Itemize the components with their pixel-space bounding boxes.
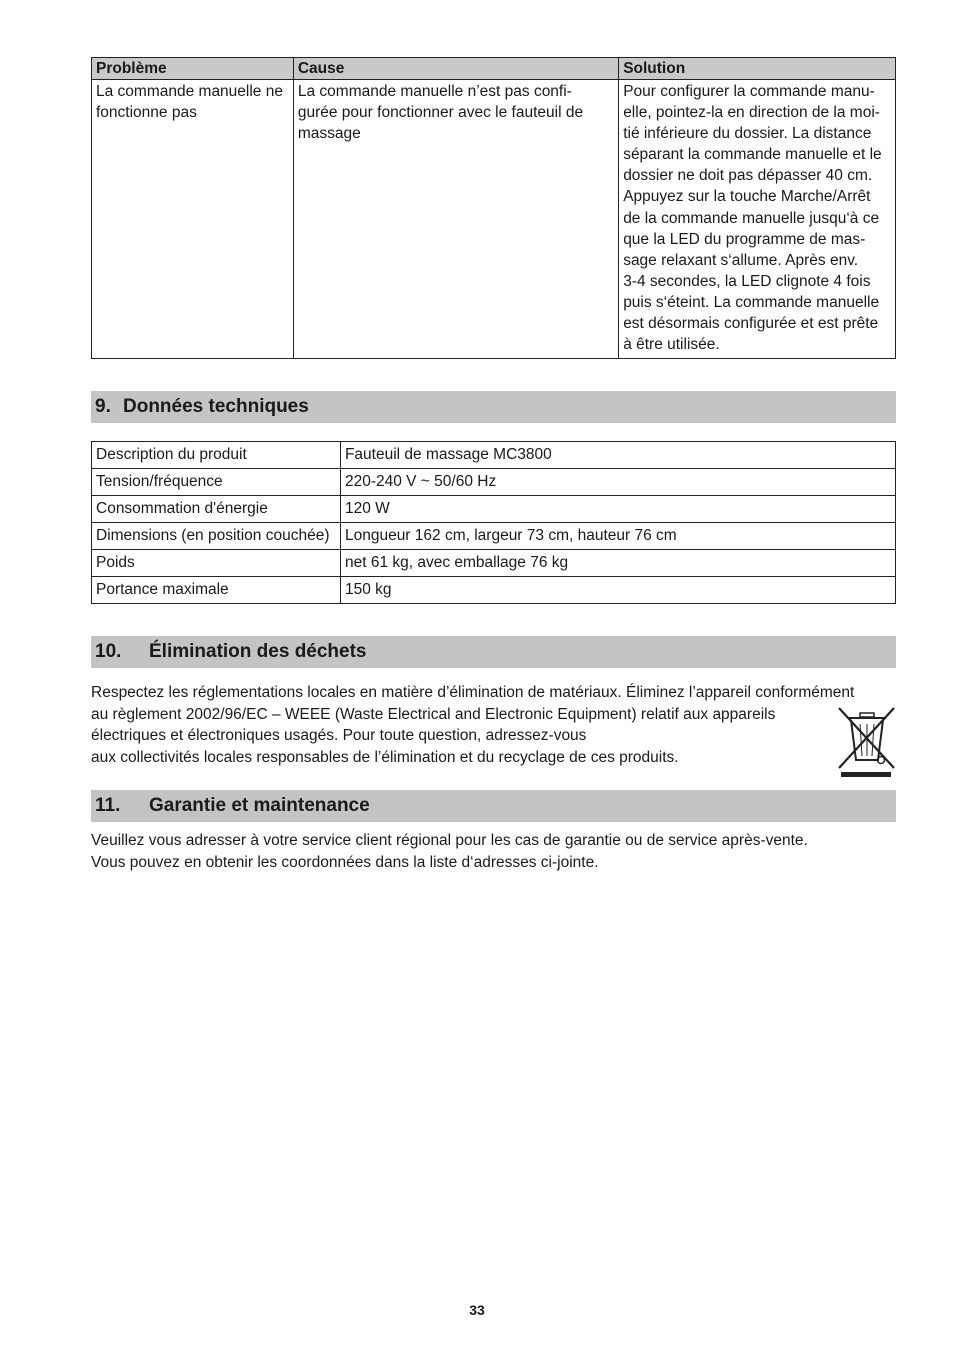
text-line: elle, pointez-la en direction de la moi-	[623, 104, 880, 122]
text-line: sage relaxant s‘allume. Après env.	[623, 251, 859, 269]
text-line: Appuyez sur la touche Marche/Arrêt	[623, 188, 871, 206]
spec-label: Description du produit	[92, 442, 341, 469]
text-line: aux collectivités locales responsables de l’élimination et du recyclage de ces produits.	[91, 748, 679, 766]
header-solution: Solution	[619, 58, 896, 80]
table-row	[92, 80, 896, 359]
text-line: Respectez les réglementations locales en matière d’élimination de matériaux. Éliminez l’appareil conformément	[91, 684, 855, 701]
table-row	[92, 550, 896, 577]
text-line: électriques et électroniques usagés. Pour toute question, adressez-vous	[91, 727, 587, 744]
solution-cell	[619, 80, 896, 359]
text-line: Veuillez vous adresser à votre service client régional pour les cas de garantie ou de service après-vente.	[91, 832, 808, 849]
table-row	[92, 577, 896, 604]
section-title: Élimination des déchets	[149, 641, 367, 662]
warranty-paragraph	[91, 830, 808, 873]
spec-label: Portance maximale	[92, 577, 341, 604]
spec-value: 120 W	[340, 496, 895, 523]
page-number: 33	[469, 1302, 485, 1318]
text-line: gurée pour fonctionner avec le fauteuil de	[297, 104, 584, 122]
section-title: Garantie et maintenance	[149, 795, 370, 816]
text-line: La commande manuelle ne	[96, 83, 283, 100]
header-problem: Problème	[92, 58, 294, 80]
text-line: que la LED du programme de mas-	[623, 230, 866, 248]
section-number: 11.	[95, 795, 121, 816]
text-line: Pour configurer la commande manu-	[623, 83, 875, 100]
table-row	[92, 442, 896, 469]
text-line: 3-4 secondes, la LED clignote 4 fois	[623, 272, 871, 290]
spec-value: 150 kg	[340, 577, 895, 604]
spec-label: Consommation d'énergie	[92, 496, 341, 523]
problem-cell	[92, 80, 294, 359]
text-line: au règlement 2002/96/EC – WEEE (Waste Electrical and Electronic Equipment) relatif aux appareils	[91, 705, 776, 723]
text-line: La commande manuelle n’est pas confi-	[297, 83, 572, 100]
text-line: Vous pouvez en obtenir les coordonnées dans la liste d‘adresses ci-jointe.	[91, 853, 599, 871]
spec-label: Poids	[92, 550, 341, 577]
troubleshooting-table	[91, 57, 896, 359]
header-cause: Cause	[293, 58, 618, 80]
section-number: 10.	[95, 641, 122, 662]
text-line: puis s‘éteint. La commande manuelle	[623, 293, 880, 311]
section-header-warranty	[91, 790, 896, 822]
spec-value: 220-240 V ~ 50/60 Hz	[340, 469, 895, 496]
spec-value: Fauteuil de massage MC3800	[340, 442, 895, 469]
text-line: est désormais configurée et est prête	[623, 315, 879, 333]
text-line: séparant la commande manuelle et le	[623, 146, 882, 164]
table-header-row	[92, 58, 896, 80]
disposal-paragraph	[91, 682, 854, 768]
text-line: massage	[297, 125, 361, 143]
table-row	[92, 523, 896, 550]
spec-value: Longueur 162 cm, largeur 73 cm, hauteur 76 cm	[340, 523, 895, 550]
table-row	[92, 496, 896, 523]
cause-cell	[293, 80, 618, 359]
text-line: de la commande manuelle jusqu‘à ce	[623, 209, 880, 227]
section-header-disposal	[91, 636, 896, 668]
section-number: 9.	[95, 396, 111, 417]
section-header-technical-data	[91, 391, 896, 423]
text-line: tié inférieure du dossier. La distance	[623, 125, 872, 143]
text-line: à être utilisée.	[623, 336, 720, 354]
section-title: Données techniques	[123, 396, 309, 417]
table-row	[92, 469, 896, 496]
text-line: fonctionne pas	[96, 104, 197, 122]
spec-label: Tension/fréquence	[92, 469, 341, 496]
specs-table	[91, 441, 896, 604]
text-line: dossier ne doit pas dépasser 40 cm.	[623, 167, 873, 185]
spec-label: Dimensions (en position couchée)	[92, 523, 341, 550]
weee-crossed-bin-icon	[836, 704, 898, 780]
spec-value: net 61 kg, avec emballage 76 kg	[340, 550, 895, 577]
